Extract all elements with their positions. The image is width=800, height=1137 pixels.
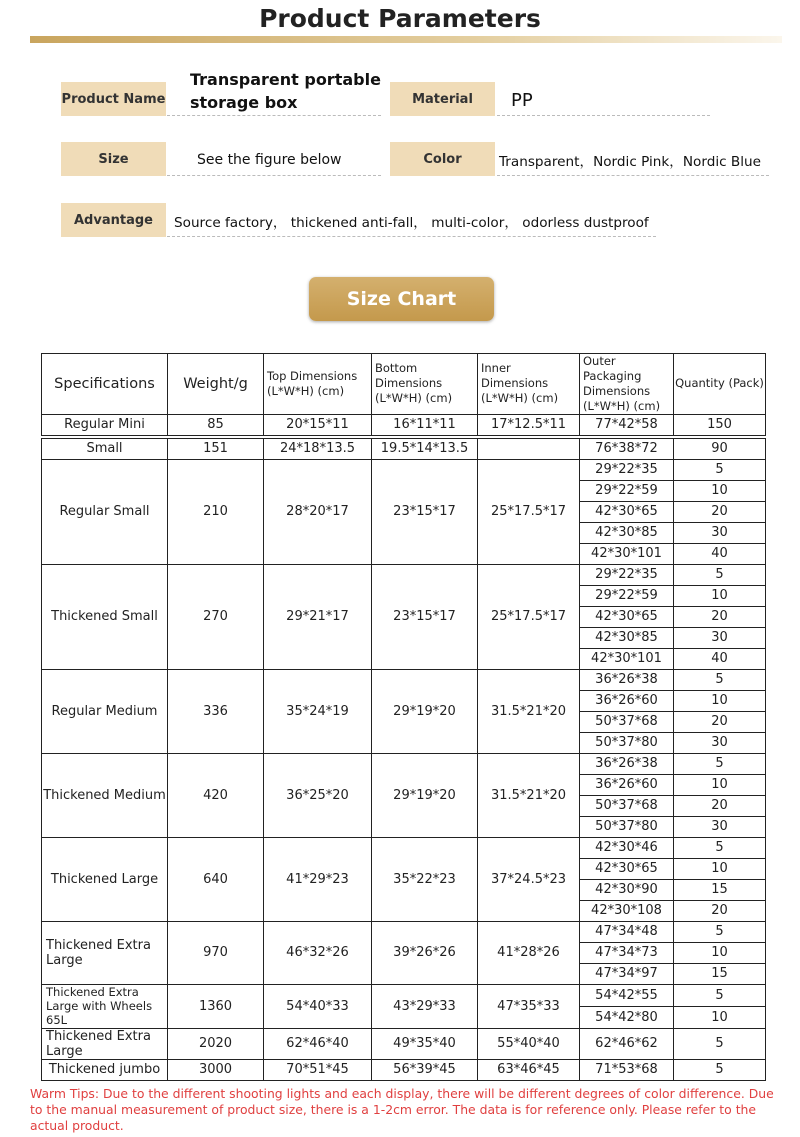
weight-cell: 336 (168, 669, 264, 753)
quantity-cell: 10 (674, 585, 766, 606)
table-row (42, 1059, 766, 1080)
top-dimensions-cell: 70*51*45 (264, 1059, 372, 1080)
inner-dimensions-cell: 63*46*45 (478, 1059, 580, 1080)
quantity-cell: 30 (674, 627, 766, 648)
bottom-dimensions-cell: 56*39*45 (372, 1059, 478, 1080)
header-outer-packaging: Outer Packaging Dimensions (L*W*H) (cm) (580, 354, 674, 415)
weight-cell: 1360 (168, 984, 264, 1028)
quantity-cell: 5 (674, 921, 766, 942)
outer-packaging-cell: 76*38*72 (580, 438, 674, 459)
outer-packaging-cell: 36*26*60 (580, 690, 674, 711)
table-header-row (42, 354, 766, 415)
table-row (42, 921, 766, 942)
spec-cell: Regular Small (42, 459, 168, 564)
weight-cell: 151 (168, 438, 264, 459)
bottom-dimensions-cell: 49*35*40 (372, 1028, 478, 1059)
top-dimensions-cell: 28*20*17 (264, 459, 372, 564)
inner-dimensions-cell: 55*40*40 (478, 1028, 580, 1059)
outer-packaging-cell: 29*22*59 (580, 480, 674, 501)
inner-dimensions-cell: 31.5*21*20 (478, 669, 580, 753)
outer-packaging-cell: 29*22*35 (580, 564, 674, 585)
product-name-label: Product Name (61, 82, 166, 116)
material-label: Material (390, 82, 495, 116)
inner-dimensions-cell: 47*35*33 (478, 984, 580, 1028)
advantage-value: Source factory， thickened anti-fall， multi-color， odorless dustproof (167, 205, 656, 237)
weight-cell: 2020 (168, 1028, 264, 1059)
page-title: Product Parameters (259, 4, 541, 33)
outer-packaging-cell: 42*30*101 (580, 648, 674, 669)
weight-cell: 420 (168, 753, 264, 837)
outer-packaging-cell: 42*30*65 (580, 858, 674, 879)
spec-cell: Thickened Large (42, 837, 168, 921)
spec-cell: Thickened Small (42, 564, 168, 669)
quantity-cell: 5 (674, 984, 766, 1006)
outer-packaging-cell: 42*30*108 (580, 900, 674, 921)
header-bottom-dimensions: Bottom Dimensions (L*W*H) (cm) (372, 354, 478, 415)
bottom-dimensions-cell: 16*11*11 (372, 414, 478, 435)
weight-cell: 970 (168, 921, 264, 984)
spec-cell: Small (42, 438, 168, 459)
product-name-value: Transparent portable storage box (167, 66, 381, 116)
outer-packaging-cell: 50*37*80 (580, 732, 674, 753)
outer-packaging-cell: 42*30*85 (580, 522, 674, 543)
table-row (42, 669, 766, 690)
outer-packaging-cell: 62*46*62 (580, 1028, 674, 1059)
spec-cell: Regular Mini (42, 414, 168, 435)
advantage-label: Advantage (61, 203, 166, 237)
outer-packaging-cell: 50*37*68 (580, 795, 674, 816)
table-row (42, 837, 766, 858)
color-label: Color (390, 142, 495, 176)
inner-dimensions-cell: 37*24.5*23 (478, 837, 580, 921)
outer-packaging-cell: 42*30*65 (580, 501, 674, 522)
table-row (42, 414, 766, 435)
header-top-dimensions: Top Dimensions (L*W*H) (cm) (264, 354, 372, 415)
material-value: PP (497, 86, 710, 116)
quantity-cell: 10 (674, 858, 766, 879)
quantity-cell: 10 (674, 1006, 766, 1028)
outer-packaging-cell: 47*34*48 (580, 921, 674, 942)
spec-cell: Thickened jumbo (42, 1059, 168, 1080)
top-dimensions-cell: 20*15*11 (264, 414, 372, 435)
size-chart-button[interactable]: Size Chart (309, 277, 494, 321)
bottom-dimensions-cell: 39*26*26 (372, 921, 478, 984)
quantity-cell: 5 (674, 837, 766, 858)
quantity-cell: 90 (674, 438, 766, 459)
outer-packaging-cell: 47*34*73 (580, 942, 674, 963)
title-underline (30, 36, 782, 43)
bottom-dimensions-cell: 23*15*17 (372, 459, 478, 564)
quantity-cell: 5 (674, 669, 766, 690)
inner-dimensions-cell: 31.5*21*20 (478, 753, 580, 837)
outer-packaging-cell: 50*37*80 (580, 816, 674, 837)
bottom-dimensions-cell: 29*19*20 (372, 669, 478, 753)
header-quantity: Quantity (Pack) (674, 354, 766, 415)
quantity-cell: 10 (674, 480, 766, 501)
spec-cell: Thickened Medium (42, 753, 168, 837)
top-dimensions-cell: 41*29*23 (264, 837, 372, 921)
top-dimensions-cell: 36*25*20 (264, 753, 372, 837)
quantity-cell: 30 (674, 816, 766, 837)
inner-dimensions-cell: 17*12.5*11 (478, 414, 580, 435)
header-specifications: Specifications (42, 354, 168, 415)
weight-cell: 210 (168, 459, 264, 564)
size-label: Size (61, 142, 166, 176)
weight-cell: 3000 (168, 1059, 264, 1080)
quantity-cell: 5 (674, 459, 766, 480)
outer-packaging-cell: 47*34*97 (580, 963, 674, 984)
outer-packaging-cell: 29*22*35 (580, 459, 674, 480)
quantity-cell: 40 (674, 543, 766, 564)
top-dimensions-cell: 35*24*19 (264, 669, 372, 753)
table-row (42, 1028, 766, 1059)
quantity-cell: 20 (674, 711, 766, 732)
outer-packaging-cell: 36*26*60 (580, 774, 674, 795)
table-row (42, 459, 766, 480)
top-dimensions-cell: 62*46*40 (264, 1028, 372, 1059)
color-value: Transparent，Nordic Pink，Nordic Blue (497, 144, 769, 176)
quantity-cell: 150 (674, 414, 766, 435)
top-dimensions-cell: 24*18*13.5 (264, 438, 372, 459)
inner-dimensions-cell (478, 438, 580, 459)
outer-packaging-cell: 77*42*58 (580, 414, 674, 435)
quantity-cell: 10 (674, 942, 766, 963)
quantity-cell: 20 (674, 795, 766, 816)
top-dimensions-cell: 29*21*17 (264, 564, 372, 669)
outer-packaging-cell: 42*30*85 (580, 627, 674, 648)
bottom-dimensions-cell: 23*15*17 (372, 564, 478, 669)
quantity-cell: 5 (674, 564, 766, 585)
quantity-cell: 5 (674, 1059, 766, 1080)
inner-dimensions-cell: 25*17.5*17 (478, 459, 580, 564)
outer-packaging-cell: 42*30*65 (580, 606, 674, 627)
quantity-cell: 30 (674, 522, 766, 543)
outer-packaging-cell: 71*53*68 (580, 1059, 674, 1080)
table-row (42, 753, 766, 774)
bottom-dimensions-cell: 43*29*33 (372, 984, 478, 1028)
spec-cell: Thickened Extra Large with Wheels 65L (42, 984, 168, 1028)
outer-packaging-cell: 42*30*101 (580, 543, 674, 564)
table-row (42, 984, 766, 1006)
quantity-cell: 5 (674, 753, 766, 774)
quantity-cell: 20 (674, 501, 766, 522)
quantity-cell: 15 (674, 879, 766, 900)
inner-dimensions-cell: 25*17.5*17 (478, 564, 580, 669)
spec-cell: Thickened Extra Large (42, 1028, 168, 1059)
header-inner-dimensions: Inner Dimensions (L*W*H) (cm) (478, 354, 580, 415)
outer-packaging-cell: 42*30*46 (580, 837, 674, 858)
warm-tips: Warm Tips: Due to the different shooting lights and each display, there will be different degrees of color difference. Due to the manual measurement of product size, there is a 1-2cm error. The data is for reference only. Please refer to the actual product. (30, 1086, 774, 1133)
outer-packaging-cell: 54*42*80 (580, 1006, 674, 1028)
table-row (42, 564, 766, 585)
spec-cell: Regular Medium (42, 669, 168, 753)
weight-cell: 270 (168, 564, 264, 669)
weight-cell: 640 (168, 837, 264, 921)
size-value: See the figure below (167, 144, 381, 176)
outer-packaging-cell: 42*30*90 (580, 879, 674, 900)
quantity-cell: 40 (674, 648, 766, 669)
quantity-cell: 30 (674, 732, 766, 753)
top-dimensions-cell: 54*40*33 (264, 984, 372, 1028)
outer-packaging-cell: 29*22*59 (580, 585, 674, 606)
outer-packaging-cell: 36*26*38 (580, 669, 674, 690)
spec-cell: Thickened Extra Large (42, 921, 168, 984)
quantity-cell: 20 (674, 900, 766, 921)
bottom-dimensions-cell: 19.5*14*13.5 (372, 438, 478, 459)
header-weight: Weight/g (168, 354, 264, 415)
quantity-cell: 10 (674, 774, 766, 795)
size-chart-table (41, 353, 766, 1081)
quantity-cell: 10 (674, 690, 766, 711)
quantity-cell: 15 (674, 963, 766, 984)
table-row (42, 438, 766, 459)
quantity-cell: 20 (674, 606, 766, 627)
outer-packaging-cell: 36*26*38 (580, 753, 674, 774)
weight-cell: 85 (168, 414, 264, 435)
outer-packaging-cell: 54*42*55 (580, 984, 674, 1006)
top-dimensions-cell: 46*32*26 (264, 921, 372, 984)
inner-dimensions-cell: 41*28*26 (478, 921, 580, 984)
quantity-cell: 5 (674, 1028, 766, 1059)
bottom-dimensions-cell: 29*19*20 (372, 753, 478, 837)
outer-packaging-cell: 50*37*68 (580, 711, 674, 732)
bottom-dimensions-cell: 35*22*23 (372, 837, 478, 921)
